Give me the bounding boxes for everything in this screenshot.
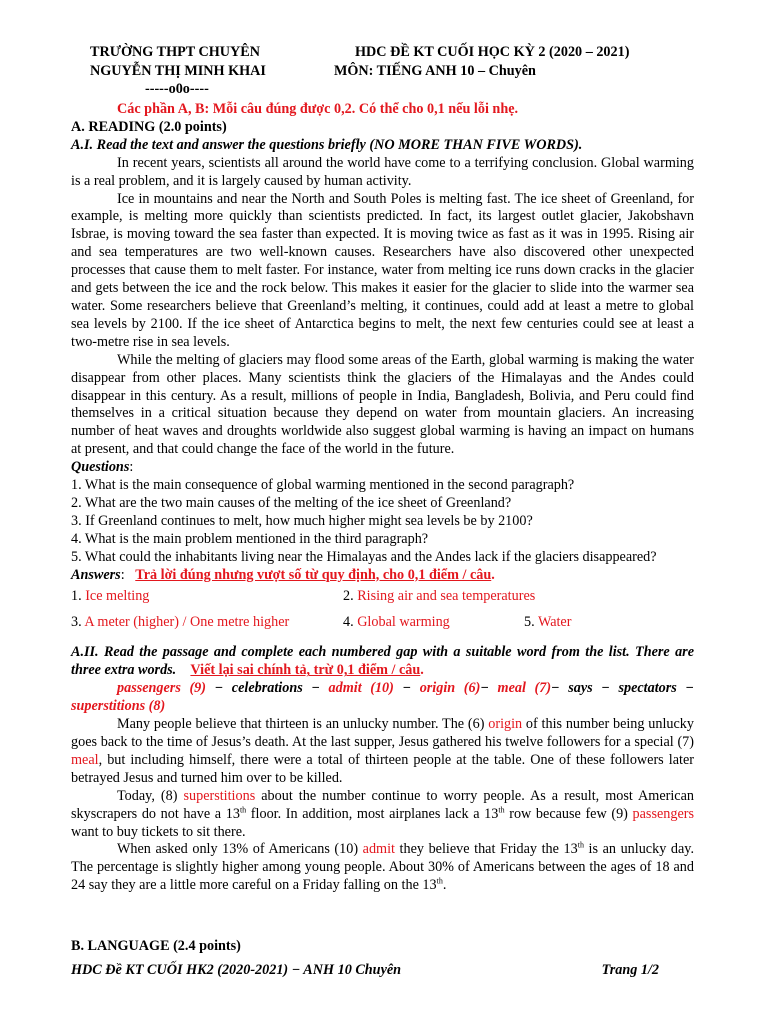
question-item: 4. What is the main problem mentioned in the third paragraph? [71,530,429,547]
cloze-answer: origin [488,716,523,733]
section-a-title: A. READING (2.0 points) [71,118,227,135]
word-list-text: − says − spectators − [551,680,694,697]
cloze-paragraph-3 [71,841,694,895]
exam-subject: MÔN: TIẾNG ANH 10 – Chuyên [334,63,536,79]
cloze-text: is an unlucky day. The percentage is slightly higher among young people. About 30% of Americans between the ages of 18 and 24 say they are a little more careful on a Friday falling on the 13 [71,841,694,894]
page-footer [71,962,659,979]
questions-label: Questions [71,459,130,476]
answers-heading [71,567,694,585]
word-list-answer: admit (10) [328,680,394,697]
question-item: 5. What could the inhabitants living near the Himalayas and the Andes lack if the glaciers disappeared? [71,548,657,565]
word-list-answer: superstitions (8) [71,698,166,715]
school-name-line1: TRƯỜNG THPT CHUYÊN [90,44,261,60]
questions-list [71,477,694,567]
answer-key-page [71,44,694,895]
answer-text: Rising air and sea temperatures [357,588,536,605]
answer-item-2 [343,588,535,606]
cloze-paragraph-2 [71,788,694,842]
answers-note-end: . [491,566,495,583]
answers-row-1 [71,588,694,610]
word-list-text: − [480,680,498,697]
word-list-text: − celebrations − [206,680,329,697]
cloze-answer: meal [71,751,99,768]
cloze-answer: passengers [632,805,694,822]
cloze-text: When asked only 13% of Americans (10) [117,841,363,858]
document-header [71,44,694,96]
questions-heading [71,459,694,477]
cloze-text: Today, (8) [117,787,184,804]
word-list-text: − [393,680,420,697]
reading-paragraph-3: While the melting of glaciers may flood some areas of the Earth, global warming is making the water disappear from other places. Many scientists think the glaciers of the Himalayas and the Andes could disappear in this century. As a result, millions of people in India, Bangladesh, Bolivia, and Peru could find themselves in a critical situation because they depend on water from mountain glaciers. An increasing number of heat waves and droughts worldwide also suggest global warming is having an impact on humans at present, and that could change the face of the world in the future. [71,351,694,458]
answer-number: 2. [343,588,358,605]
answer-number: 4. [343,614,358,631]
school-name-line2: NGUYỄN THỊ MINH KHAI [90,63,266,79]
answer-text: Water [537,614,572,631]
cloze-answer: admit [362,841,395,858]
answer-text: Global warming [357,614,450,631]
question-item: 3. If Greenland continues to melt, how much higher might sea levels be by 2100? [71,512,533,529]
cloze-text: of this number being unlucky goes back to the time of Jesus’s death. At the last supper, Jesus gathered his twelve followers for a special (7) [71,716,694,750]
questions-colon: : [129,459,134,476]
section-ai-instruction: A.I. Read the text and answer the questions briefly (NO MORE THAN FIVE WORDS). [71,136,583,153]
answer-number: 5. [524,614,538,631]
cloze-text: Many people believe that thirteen is an unlucky number. The (6) [117,716,489,733]
answer-item-4 [343,614,450,632]
answers-note: Trả lời đúng nhưng vượt số từ quy định, cho 0,1 điểm / câu [135,566,492,583]
cloze-text: row because few (9) [504,805,633,822]
cloze-text: floor. In addition, most airplanes lack a 13 [246,805,499,822]
reading-paragraph-2: Ice in mountains and near the North and South Poles is melting fast. The ice sheet of Greenland, for example, is melting more quickly than scientists predicted. In fact, its largest outlet glacier, Jakobshavn Isbrae, is moving toward the sea faster than expected. It is moving twice as fast as it was in 1995. Rising air and sea temperatures are two well-known causes. Researchers have also discovered other unexpected processes that cause them to melt faster. For instance, water from melting ice runs down cracks in the glacier and gets between the ice and the rock below. This makes it easier for the glacier to slide into the warmer sea water. Some researchers believe that Greenland’s melting, it continues, could add at least a metre to global sea levels by 2100. If the ice sheet of Antarctica begins to melt, the next few centuries could see at least a two-metre rise in sea levels. [71,190,694,350]
section-b-title: B. LANGUAGE (2.4 points) [71,938,241,954]
answer-text: A meter (higher) / One metre higher [84,614,290,631]
ordinal-suffix: th [577,840,584,850]
cloze-passage [71,716,694,895]
reading-paragraph-1: In recent years, scientists all around the world have come to a terrifying conclusion. Global warming is a real problem, and it is largely caused by human activity. [71,154,694,189]
cloze-text: want to buy tickets to sit there. [71,823,246,840]
ordinal-suffix: th [498,804,505,814]
question-item: 1. What is the main consequence of global warming mentioned in the second paragraph? [71,477,575,494]
answers-colon: : [120,566,125,583]
word-list-answer: meal (7) [497,680,552,697]
scoring-note: Các phần A, B: Mỗi câu đúng được 0,2. Có thể cho 0,1 nếu lỗi nhẹ. [117,101,519,117]
reading-text [71,155,694,459]
answers-label: Answers [71,566,121,583]
aii-note-end: . [420,662,424,679]
question-item: 2. What are the two main causes of the melting of the ice sheet of Greenland? [71,494,512,511]
answer-item-1 [71,588,149,606]
aii-instruction-text: A.II. Read the passage and complete each numbered gap with a suitable word from the list. There are three extra words. [71,644,694,679]
exam-title: HDC ĐỀ KT CUỐI HỌC KỲ 2 (2020 – 2021) [355,44,630,60]
word-list-answer: origin (6) [419,680,481,697]
answer-item-3 [71,614,289,632]
ordinal-suffix: th [239,804,247,814]
school-separator: -----o0o---- [145,81,209,97]
cloze-text: . [442,877,447,894]
ordinal-suffix: th [436,876,443,886]
cloze-answer: superstitions [183,787,256,804]
section-aii-instruction [71,644,694,680]
cloze-text: they believe that Friday the 13 [394,841,578,858]
answer-number: 3. [71,614,85,631]
word-list [71,680,694,716]
answers-row-2 [71,614,694,636]
aii-note: Viết lại sai chính tả, trừ 0,1 điểm / câu [190,662,421,679]
answer-text: Ice melting [85,588,150,605]
answer-number: 1. [71,588,86,605]
footer-left: HDC Đề KT CUỐI HK2 (2020-2021) − ANH 10 Chuyên [71,962,402,978]
cloze-text: about the number continue to worry people. As a result, most American skyscrapers do not have a 13 [71,787,694,822]
answer-item-5 [524,614,571,632]
cloze-paragraph-1 [71,716,694,788]
page-number: Trang 1/2 [601,962,659,978]
cloze-text: , but including himself, there were a total of thirteen people at the table. One of these followers later betrayed Jesus and turned him over to be killed. [71,751,694,786]
word-list-answer: passengers (9) [117,680,206,697]
